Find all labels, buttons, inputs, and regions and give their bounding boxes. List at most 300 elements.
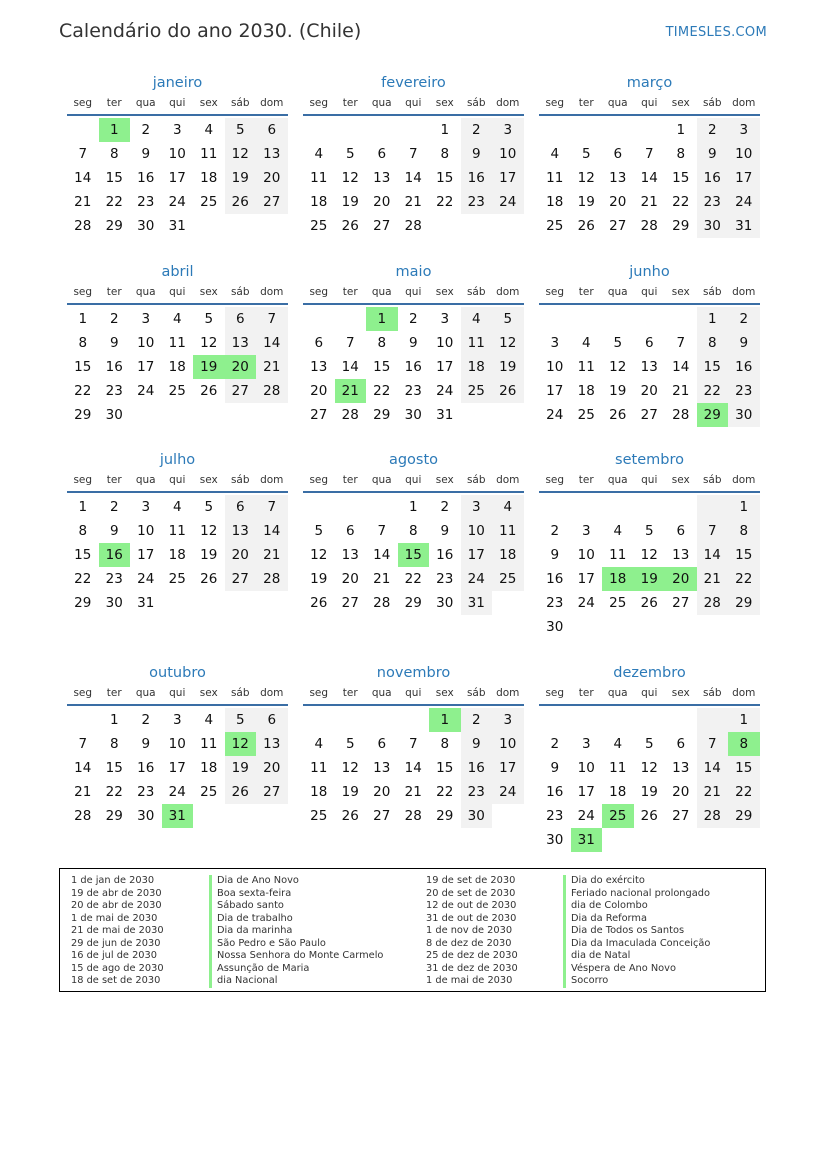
calendar-day: 30 [461, 804, 493, 828]
calendar-day: 23 [728, 379, 760, 403]
calendar-day: 1 [676, 122, 686, 138]
calendar-day: 27 [256, 190, 288, 214]
calendar-day: 7 [408, 146, 418, 162]
page-title: Calendário do ano 2030. (Chile) [59, 20, 362, 42]
calendar-day: 22 [105, 784, 123, 800]
weekday-label: qua [371, 97, 392, 109]
calendar-day: 11 [609, 760, 627, 776]
calendar-day: 15 [105, 170, 123, 186]
calendar-day: 10 [577, 547, 595, 563]
month-name: dezembro [613, 665, 686, 681]
weekday-label: ter [342, 474, 358, 486]
legend-holiday-name: Socorro [563, 975, 710, 988]
calendar-day: 27 [225, 567, 257, 591]
calendar-day: 10 [461, 519, 493, 543]
weekday-header [539, 283, 760, 305]
calendar-day: 23 [546, 595, 564, 611]
weekday-label: qua [371, 687, 392, 699]
calendar-day: 6 [377, 736, 387, 752]
empty-cell [256, 591, 288, 615]
calendar-day: 8 [109, 736, 119, 752]
weekday-label: qui [405, 474, 422, 486]
calendar-day: 15 [74, 547, 92, 563]
calendar-day: 25 [200, 784, 218, 800]
calendar-day: 27 [225, 379, 257, 403]
calendar-day: 15 [436, 170, 454, 186]
holiday-day: 16 [99, 543, 131, 567]
calendar-day: 13 [373, 170, 391, 186]
calendar-day: 1 [78, 311, 88, 327]
calendar-day: 13 [256, 142, 288, 166]
calendar-day: 29 [672, 218, 690, 234]
calendar-day: 7 [377, 523, 387, 539]
day-grid [303, 495, 524, 615]
calendar-day: 13 [640, 359, 658, 375]
day-grid [303, 708, 524, 828]
calendar-day: 17 [137, 547, 155, 563]
weekday-label: sex [199, 687, 218, 699]
holiday-day: 29 [697, 403, 729, 427]
brand-link[interactable]: TIMESLES.COM [665, 25, 767, 40]
empty-cell [697, 615, 729, 639]
weekday-label: qua [135, 474, 156, 486]
weekday-label: dom [732, 286, 756, 298]
empty-cell [256, 403, 288, 427]
holiday-day: 25 [602, 804, 634, 828]
weekday-label: qua [135, 286, 156, 298]
calendar-day: 18 [310, 194, 328, 210]
month-0 [67, 72, 288, 238]
weekday-label: seg [545, 286, 565, 298]
calendar-day: 14 [697, 543, 729, 567]
empty-cell [193, 214, 225, 238]
calendar-day: 13 [609, 170, 627, 186]
calendar-day: 2 [461, 118, 493, 142]
calendar-day: 3 [141, 311, 151, 327]
empty-cell [634, 118, 666, 142]
empty-cell [539, 118, 571, 142]
calendar-day: 22 [728, 780, 760, 804]
weekday-label: qui [641, 97, 658, 109]
empty-cell [303, 708, 335, 732]
calendar-day: 21 [74, 784, 92, 800]
weekday-label: sáb [230, 687, 250, 699]
weekday-label: qui [405, 97, 422, 109]
calendar-day: 22 [728, 567, 760, 591]
weekday-label: sex [435, 286, 454, 298]
calendar-day: 9 [109, 523, 119, 539]
calendar-day: 14 [74, 170, 92, 186]
legend-holiday-name: Dia da Imaculada Conceição [563, 938, 710, 951]
calendar-day: 11 [200, 736, 218, 752]
calendar-day: 3 [581, 523, 591, 539]
calendar-day: 17 [461, 543, 493, 567]
calendar-day: 26 [577, 218, 595, 234]
empty-cell [225, 591, 257, 615]
weekday-label: ter [578, 286, 594, 298]
weekday-label: ter [342, 97, 358, 109]
calendar-day: 19 [609, 383, 627, 399]
calendar-day: 27 [672, 595, 690, 611]
weekday-header [539, 471, 760, 493]
weekday-label: sex [435, 687, 454, 699]
legend-date: 1 de jan de 2030 [71, 875, 155, 886]
month-9 [67, 662, 288, 828]
calendar-day: 19 [492, 355, 524, 379]
weekday-label: ter [578, 687, 594, 699]
holiday-day: 8 [728, 732, 760, 756]
legend-holiday-name: Dia da marinha [209, 925, 383, 938]
calendar-day: 27 [310, 407, 328, 423]
holiday-day: 21 [335, 379, 367, 403]
weekday-label: sáb [466, 286, 486, 298]
day-grid [539, 708, 760, 852]
weekday-label: seg [545, 97, 565, 109]
calendar-day: 27 [640, 407, 658, 423]
calendar-day: 30 [137, 218, 155, 234]
day-grid [67, 307, 288, 427]
calendar-day: 17 [436, 359, 454, 375]
weekday-header [303, 684, 524, 706]
calendar-day: 9 [461, 142, 493, 166]
calendar-day: 26 [200, 383, 218, 399]
calendar-day: 5 [225, 708, 257, 732]
empty-cell [366, 708, 398, 732]
calendar-day: 17 [577, 571, 595, 587]
calendar-day: 6 [314, 335, 324, 351]
weekday-label: ter [342, 286, 358, 298]
weekday-label: sáb [466, 97, 486, 109]
weekday-label: dom [260, 474, 284, 486]
calendar-day: 16 [546, 784, 564, 800]
weekday-label: seg [545, 687, 565, 699]
calendar-day: 3 [172, 712, 182, 728]
empty-cell [571, 495, 603, 519]
day-grid [67, 708, 288, 828]
calendar-day: 17 [168, 760, 186, 776]
calendar-day: 1 [109, 712, 119, 728]
calendar-day: 16 [728, 355, 760, 379]
empty-cell [492, 403, 524, 427]
calendar-day: 21 [256, 543, 288, 567]
calendar-day: 3 [492, 708, 524, 732]
calendar-day: 8 [440, 736, 450, 752]
calendar-day: 16 [137, 760, 155, 776]
weekday-label: qua [135, 97, 156, 109]
empty-cell [571, 615, 603, 639]
calendar-day: 19 [577, 194, 595, 210]
weekday-label: qua [135, 687, 156, 699]
empty-cell [492, 804, 524, 828]
weekday-label: seg [309, 97, 329, 109]
holiday-day: 19 [634, 567, 666, 591]
calendar-day: 25 [310, 218, 328, 234]
calendar-day: 12 [492, 331, 524, 355]
month-name: junho [629, 264, 670, 280]
calendar-day: 11 [310, 170, 328, 186]
calendar-day: 10 [577, 760, 595, 776]
weekday-label: sex [671, 97, 690, 109]
empty-cell [602, 615, 634, 639]
empty-cell [303, 118, 335, 142]
weekday-label: sex [435, 474, 454, 486]
calendar-day: 28 [256, 379, 288, 403]
calendar-day: 28 [373, 595, 391, 611]
calendar-day: 9 [408, 335, 418, 351]
weekday-label: qua [607, 286, 628, 298]
calendar-day: 17 [546, 383, 564, 399]
calendar-day: 30 [436, 595, 454, 611]
calendar-day: 6 [644, 335, 654, 351]
empty-cell [335, 307, 367, 331]
calendar-day: 2 [141, 712, 151, 728]
legend-date: 31 de out de 2030 [426, 912, 517, 924]
calendar-day: 15 [728, 756, 760, 780]
calendar-day: 10 [728, 142, 760, 166]
calendar-day: 24 [168, 194, 186, 210]
calendar-day: 12 [609, 359, 627, 375]
calendar-day: 6 [225, 307, 257, 331]
weekday-label: sáb [702, 97, 722, 109]
legend-holiday-name: Dia de Ano Novo [209, 875, 383, 888]
calendar-day: 5 [581, 146, 591, 162]
calendar-day: 5 [204, 499, 214, 515]
calendar-day: 8 [440, 146, 450, 162]
weekday-header [67, 94, 288, 116]
legend-date: 19 de abr de 2030 [71, 887, 162, 899]
legend-holiday-name: Dia de Todos os Santos [563, 925, 710, 938]
calendar-day: 24 [546, 407, 564, 423]
calendar-day: 18 [609, 784, 627, 800]
calendar-day: 2 [550, 523, 560, 539]
calendar-day: 30 [404, 407, 422, 423]
calendar-day: 20 [256, 756, 288, 780]
day-grid [67, 118, 288, 238]
weekday-label: qui [641, 286, 658, 298]
calendar-day: 6 [225, 495, 257, 519]
calendar-day: 23 [404, 383, 422, 399]
calendar-day: 27 [672, 808, 690, 824]
calendar-day: 11 [492, 519, 524, 543]
calendar-day: 6 [676, 523, 686, 539]
calendar-day: 30 [105, 595, 123, 611]
calendar-day: 18 [461, 355, 493, 379]
calendar-day: 26 [640, 808, 658, 824]
day-grid [539, 118, 760, 238]
weekday-label: ter [578, 97, 594, 109]
calendar-day: 8 [78, 523, 88, 539]
calendar-day: 7 [78, 146, 88, 162]
weekday-label: qui [405, 286, 422, 298]
calendar-day: 23 [436, 571, 454, 587]
calendar-day: 5 [204, 311, 214, 327]
calendar-day: 13 [310, 359, 328, 375]
empty-cell [366, 118, 398, 142]
calendar-day: 5 [345, 736, 355, 752]
empty-cell [67, 708, 99, 732]
calendar-day: 17 [137, 359, 155, 375]
calendar-day: 10 [492, 142, 524, 166]
legend-date: 12 de out de 2030 [426, 900, 517, 911]
calendar-day: 14 [341, 359, 359, 375]
weekday-label: dom [260, 97, 284, 109]
weekday-label: dom [732, 474, 756, 486]
weekday-label: ter [106, 474, 122, 486]
day-grid [303, 118, 524, 238]
calendar-day: 24 [492, 190, 524, 214]
calendar-day: 13 [672, 547, 690, 563]
calendar-day: 10 [168, 146, 186, 162]
calendar-day: 7 [256, 307, 288, 331]
calendar-day: 17 [492, 166, 524, 190]
empty-cell [602, 118, 634, 142]
calendar-day: 28 [404, 808, 422, 824]
calendar-day: 13 [373, 760, 391, 776]
calendar-day: 28 [341, 407, 359, 423]
calendar-day: 19 [640, 784, 658, 800]
calendar-day: 2 [408, 311, 418, 327]
legend-dates-left [71, 875, 164, 988]
calendar-day: 8 [377, 335, 387, 351]
calendar-day: 21 [697, 780, 729, 804]
weekday-label: qua [371, 286, 392, 298]
calendar-day: 1 [728, 708, 760, 732]
month-name: outubro [149, 665, 206, 681]
month-3 [67, 261, 288, 427]
calendar-day: 14 [404, 170, 422, 186]
weekday-label: qui [641, 687, 658, 699]
calendar-day: 4 [314, 146, 324, 162]
empty-cell [225, 403, 257, 427]
calendar-day: 4 [492, 495, 524, 519]
calendar-day: 20 [640, 383, 658, 399]
calendar-day: 19 [225, 166, 257, 190]
legend-date: 31 de dez de 2030 [426, 962, 518, 974]
calendar-day: 10 [546, 359, 564, 375]
calendar-day: 22 [672, 194, 690, 210]
calendar-day: 11 [200, 146, 218, 162]
weekday-header [303, 471, 524, 493]
calendar-day: 16 [461, 166, 493, 190]
calendar-day: 21 [672, 383, 690, 399]
empty-cell [697, 828, 729, 852]
calendar-day: 14 [697, 756, 729, 780]
empty-cell [225, 804, 257, 828]
calendar-day: 20 [672, 784, 690, 800]
weekday-label: sex [199, 474, 218, 486]
weekday-label: seg [73, 286, 93, 298]
empty-cell [193, 403, 225, 427]
legend-holiday-name: dia Nacional [209, 975, 383, 988]
calendar-day: 16 [546, 571, 564, 587]
calendar-day: 15 [672, 170, 690, 186]
holiday-day: 18 [602, 567, 634, 591]
calendar-day: 26 [225, 190, 257, 214]
calendar-day: 10 [492, 732, 524, 756]
calendar-day: 16 [404, 359, 422, 375]
calendar-day: 15 [105, 760, 123, 776]
calendar-day: 9 [109, 335, 119, 351]
weekday-label: dom [732, 687, 756, 699]
empty-cell [461, 403, 493, 427]
calendar-day: 18 [577, 383, 595, 399]
calendar-day: 11 [609, 547, 627, 563]
legend-holiday-name: Dia de trabalho [209, 913, 383, 926]
weekday-label: seg [545, 474, 565, 486]
weekday-label: qua [607, 474, 628, 486]
empty-cell [602, 828, 634, 852]
calendar-day: 14 [404, 760, 422, 776]
calendar-day: 2 [141, 122, 151, 138]
empty-cell [634, 615, 666, 639]
calendar-day: 21 [373, 571, 391, 587]
calendar-day: 25 [200, 194, 218, 210]
calendar-day: 21 [404, 784, 422, 800]
calendar-day: 17 [728, 166, 760, 190]
empty-cell [335, 495, 367, 519]
calendar-day: 15 [436, 760, 454, 776]
calendar-day: 26 [341, 218, 359, 234]
legend-names-right [563, 875, 710, 988]
calendar-day: 7 [345, 335, 355, 351]
calendar-day: 20 [310, 383, 328, 399]
calendar-day: 24 [168, 784, 186, 800]
calendar-day: 19 [200, 547, 218, 563]
legend-holiday-name: Feriado nacional prolongado [563, 888, 710, 901]
calendar-day: 31 [137, 595, 155, 611]
calendar-day: 13 [225, 519, 257, 543]
calendar-day: 18 [168, 547, 186, 563]
day-grid [539, 495, 760, 639]
month-name: agosto [388, 452, 439, 468]
weekday-label: sex [671, 474, 690, 486]
calendar-day: 18 [168, 359, 186, 375]
weekday-header [303, 283, 524, 305]
weekday-label: qui [169, 474, 186, 486]
calendar-day: 3 [172, 122, 182, 138]
day-grid [303, 307, 524, 427]
calendar-day: 24 [728, 190, 760, 214]
weekday-label: dom [496, 687, 520, 699]
calendar-day: 22 [697, 379, 729, 403]
empty-cell [162, 591, 194, 615]
calendar-day: 30 [546, 619, 564, 635]
calendar-day: 15 [697, 355, 729, 379]
empty-cell [634, 495, 666, 519]
calendar-day: 18 [200, 760, 218, 776]
calendar-day: 14 [256, 519, 288, 543]
weekday-label: dom [496, 474, 520, 486]
month-6 [67, 449, 288, 615]
weekday-label: seg [309, 474, 329, 486]
calendar-day: 5 [644, 736, 654, 752]
calendar-day: 27 [373, 808, 391, 824]
calendar-day: 23 [461, 780, 493, 804]
empty-cell [728, 828, 760, 852]
calendar-day: 8 [728, 519, 760, 543]
month-name: setembro [615, 452, 684, 468]
calendar-day: 20 [373, 194, 391, 210]
calendar-day: 31 [461, 591, 493, 615]
empty-cell [571, 307, 603, 331]
calendar-day: 28 [640, 218, 658, 234]
legend-holiday-name: Assunção de Maria [209, 963, 383, 976]
calendar-day: 23 [546, 808, 564, 824]
calendar-day: 20 [256, 166, 288, 190]
calendar-day: 27 [341, 595, 359, 611]
weekday-header [67, 684, 288, 706]
calendar-day: 25 [168, 383, 186, 399]
